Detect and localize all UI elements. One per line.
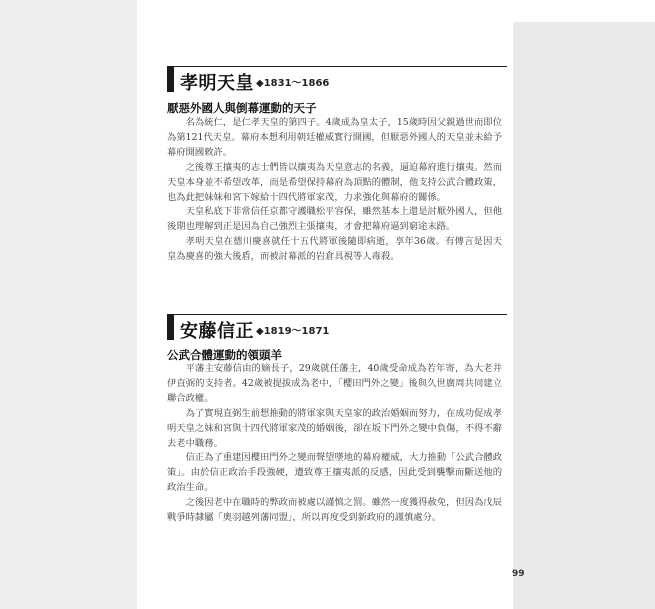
section-subtitle: 厭惡外國人與倒幕運動的天子	[167, 101, 317, 115]
left-margin-background	[0, 0, 137, 609]
section-dates: ◆1831～1866	[256, 78, 330, 89]
paragraph: 孝明天皇在德川慶喜就任十五代將軍後隨即病逝，享年36歲。有傳言是因天皇為慶喜的強大後盾，而被討幕派的岩倉具視等人毒殺。	[167, 236, 502, 263]
page-number: 99	[512, 569, 525, 579]
section-body	[167, 362, 502, 526]
paragraph: 平藩主安藤信由的嫡長子，29歲就任藩主，40歲受命成為若年寄，為大老井伊直弼的支持者。42歲被提拔成為老中，「櫻田門外之變」後與久世廣周共同建立聯合政權。	[167, 363, 502, 404]
section-title: 孝明天皇	[180, 73, 254, 94]
section-komei	[167, 66, 507, 263]
paragraph: 之後尊王攘夷的志士們皆以攘夷為天皇意志的名義，逼迫幕府進行攘夷。然而天皇本身並不希望改革，而是希望保持幕府為頂點的體制，他支持公武合體政策，也為此把妹妹和宮下嫁給十四代將軍家茂，力求強化與幕府的關係。	[167, 161, 502, 203]
section-ando	[167, 314, 507, 524]
paragraph: 名為統仁，是仁孝天皇的第四子。4歲成為皇太子，15歲時因父親過世而即位為第121代天皇。幕府本想利用朝廷權威實行開國，但厭惡外國人的天皇並未給予幕府開國敕許。	[167, 117, 502, 158]
section-dates: ◆1819～1871	[256, 326, 330, 337]
book-page	[137, 0, 513, 609]
section-title-box	[167, 66, 507, 94]
section-title: 安藤信正	[180, 321, 254, 342]
section-subtitle: 公武合體運動的領頭羊	[167, 348, 282, 362]
section-title-box	[167, 314, 507, 342]
paragraph: 信正為了重建因櫻田門外之變而聲望墜地的幕府權威，大力推動「公武合體政策」。由於信正政治手段強硬，遭致尊王攘夷派的反感，因此受到襲擊而斷送他的政治生命。	[167, 452, 502, 494]
paragraph: 之後因老中在職時的弊政而被處以謹慎之罰。雖然一度獲得赦免，但因為戊辰戰爭時隸屬「奧羽越列藩同盟」，所以再度受到新政府的謹慎處分。	[167, 497, 502, 524]
paragraph: 天皇私底下非常信任京都守護職松平容保，雖然基本上還是討厭外國人，但他後期也理解到正是因為自己強烈主張攘夷，才會把幕府逼到窮途末路。	[167, 206, 502, 233]
paragraph: 為了實現直弼生前想推動的將軍家與天皇家的政治婚姻而努力，在成功促成孝明天皇之妹和宮與十四代將軍家茂的婚姻後，卻在坂下門外之變中負傷，不得不辭去老中職務。	[167, 407, 502, 449]
section-body	[167, 116, 502, 265]
right-margin-background	[513, 22, 655, 609]
